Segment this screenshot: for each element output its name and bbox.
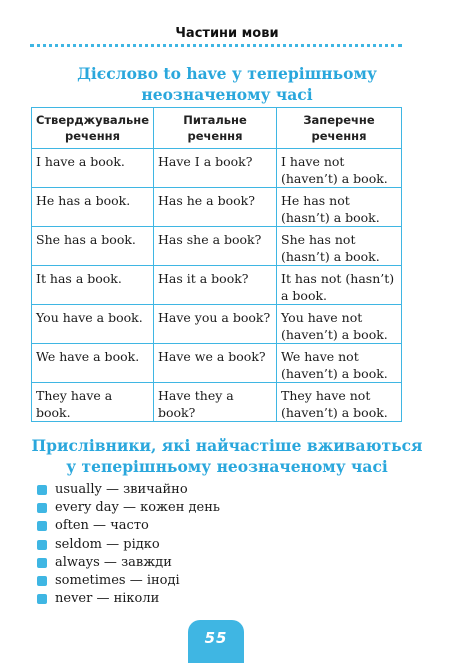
page-number-tab bbox=[188, 620, 244, 663]
table-cell: Have I a book? bbox=[154, 149, 277, 188]
table-row bbox=[32, 227, 402, 266]
adverb-text: sometimes — іноді bbox=[55, 573, 180, 589]
table-cell: It has not (hasn’t) a book. bbox=[277, 266, 402, 305]
table-cell: Have you a book? bbox=[154, 305, 277, 344]
square-bullet-icon bbox=[37, 576, 47, 586]
square-bullet-icon bbox=[37, 485, 47, 495]
list-item bbox=[37, 590, 220, 608]
table-cell: Have we a book? bbox=[154, 344, 277, 383]
section-title-line: Прислівники, які найчастіше вживаються bbox=[31, 436, 423, 455]
table-row bbox=[32, 344, 402, 383]
table-cell: Has she a book? bbox=[154, 227, 277, 266]
table-cell: You have not (haven’t) a book. bbox=[277, 305, 402, 344]
table-cell: Has it a book? bbox=[154, 266, 277, 305]
section-title-line: неозначеному часі bbox=[141, 85, 313, 104]
table-cell: He has a book. bbox=[32, 188, 154, 227]
conjugation-table bbox=[31, 107, 402, 422]
square-bullet-icon bbox=[37, 594, 47, 604]
table-cell: They have a book. bbox=[32, 383, 154, 422]
table-cell: She has a book. bbox=[32, 227, 154, 266]
adverb-text: often — часто bbox=[55, 518, 149, 534]
adverb-text: usually — звичайно bbox=[55, 482, 188, 498]
table-cell: You have a book. bbox=[32, 305, 154, 344]
table-row bbox=[32, 188, 402, 227]
square-bullet-icon bbox=[37, 558, 47, 568]
table-cell: It has a book. bbox=[32, 266, 154, 305]
section-title-line: у теперішньому неозначеному часі bbox=[66, 457, 388, 476]
table-row bbox=[32, 266, 402, 305]
square-bullet-icon bbox=[37, 540, 47, 550]
table-cell: I have not (haven’t) a book. bbox=[277, 149, 402, 188]
table-row bbox=[32, 383, 402, 422]
list-item bbox=[37, 536, 220, 554]
header-negative: Заперечне речення bbox=[277, 108, 402, 149]
table-cell: Has he a book? bbox=[154, 188, 277, 227]
section-title-to-have bbox=[0, 63, 454, 105]
list-item bbox=[37, 572, 220, 590]
adverb-list bbox=[37, 481, 220, 608]
adverb-text: every day — кожен день bbox=[55, 500, 220, 516]
page-number: 55 bbox=[204, 629, 228, 647]
table-row bbox=[32, 305, 402, 344]
table-cell: We have a book. bbox=[32, 344, 154, 383]
section-title-adverbs bbox=[0, 435, 454, 477]
list-item bbox=[37, 554, 220, 572]
list-item bbox=[37, 481, 220, 499]
list-item bbox=[37, 499, 220, 517]
header-affirmative: Стверджувальне речення bbox=[32, 108, 154, 149]
dotted-divider bbox=[30, 44, 402, 47]
table-cell: He has not (hasn’t) a book. bbox=[277, 188, 402, 227]
table-row bbox=[32, 149, 402, 188]
adverb-text: always — завжди bbox=[55, 554, 172, 570]
section-title-line: Дієслово to have у теперішньому bbox=[77, 64, 377, 83]
table-cell: She has not (hasn’t) a book. bbox=[277, 227, 402, 266]
table-cell: Have they a book? bbox=[154, 383, 277, 422]
header-question: Питальне речення bbox=[154, 108, 277, 149]
square-bullet-icon bbox=[37, 521, 47, 531]
list-item bbox=[37, 517, 220, 535]
table-header-row bbox=[32, 108, 402, 149]
table-cell: We have not (haven’t) a book. bbox=[277, 344, 402, 383]
table-cell: I have a book. bbox=[32, 149, 154, 188]
square-bullet-icon bbox=[37, 503, 47, 513]
table-cell: They have not (haven’t) a book. bbox=[277, 383, 402, 422]
page-header: Частини мови bbox=[175, 26, 279, 41]
adverb-text: seldom — рідко bbox=[55, 536, 160, 552]
adverb-text: never — ніколи bbox=[55, 591, 160, 607]
